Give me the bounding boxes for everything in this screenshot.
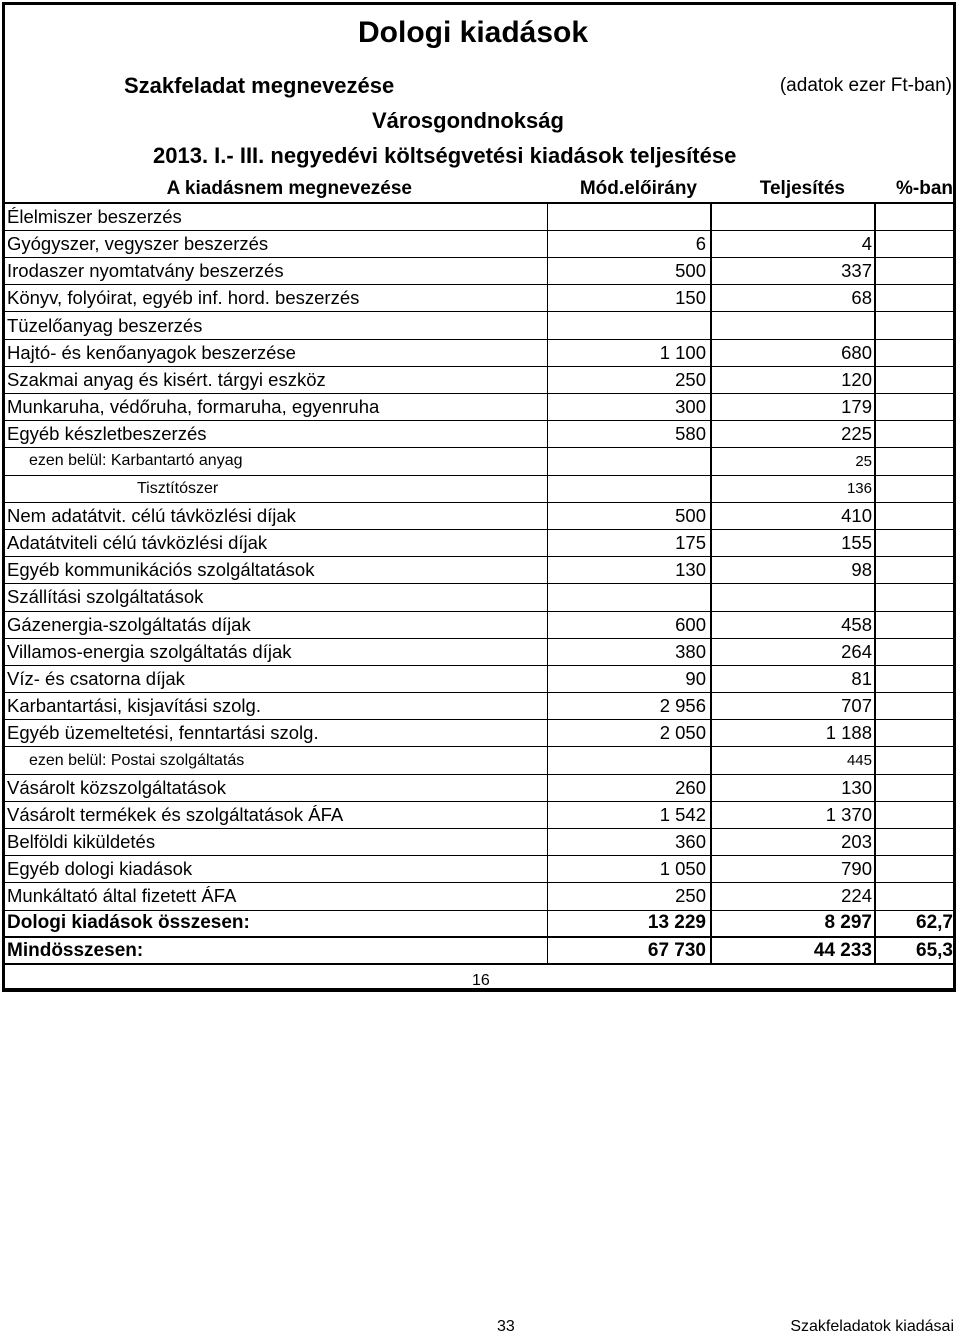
table-row	[5, 557, 955, 584]
row-telj-value: 136	[711, 475, 875, 502]
table-row	[5, 502, 955, 529]
row-pct-value	[875, 258, 955, 285]
row-telj-value: 8 297	[711, 910, 875, 937]
row-name: Dologi kiadások összesen:	[5, 910, 547, 937]
total-row	[5, 937, 955, 964]
row-name: Gyógyszer, vegyszer beszerzés	[5, 230, 547, 257]
row-pct-value	[875, 856, 955, 883]
row-name: Gázenergia-szolgáltatás díjak	[5, 611, 547, 638]
table-row	[5, 529, 955, 556]
row-mod-value: 1 050	[547, 856, 711, 883]
table-row	[5, 883, 955, 910]
row-mod-value	[547, 747, 711, 774]
unit-note: (adatok ezer Ft-ban)	[779, 75, 952, 96]
table-row	[5, 638, 955, 665]
row-telj-value: 179	[711, 394, 875, 421]
report-period: 2013. I.- III. negyedévi költségvetési kiadások teljesítése	[153, 143, 737, 168]
row-pct-value	[875, 366, 955, 393]
table-row	[5, 829, 955, 856]
table-row	[5, 312, 955, 339]
row-telj-value: 458	[711, 611, 875, 638]
row-name: Tüzelőanyag beszerzés	[5, 312, 547, 339]
row-pct-value	[875, 394, 955, 421]
row-mod-value: 600	[547, 611, 711, 638]
row-mod-value: 360	[547, 829, 711, 856]
row-telj-value: 4	[711, 230, 875, 257]
row-mod-value: 500	[547, 258, 711, 285]
row-mod-value: 250	[547, 366, 711, 393]
inner-page-number: 16	[472, 972, 490, 989]
total-row	[5, 910, 955, 937]
row-telj-value: 203	[711, 829, 875, 856]
row-mod-value: 1 100	[547, 339, 711, 366]
row-mod-value: 380	[547, 638, 711, 665]
row-name: Egyéb kommunikációs szolgáltatások	[5, 557, 547, 584]
row-name: Szakmai anyag és kisért. tárgyi eszköz	[5, 366, 547, 393]
row-mod-value	[547, 448, 711, 475]
row-mod-value: 580	[547, 421, 711, 448]
row-pct-value	[875, 557, 955, 584]
table-row	[5, 394, 955, 421]
table-row	[5, 693, 955, 720]
row-name: Adatátviteli célú távközlési díjak	[5, 529, 547, 556]
row-name: Hajtó- és kenőanyagok beszerzése	[5, 339, 547, 366]
row-telj-value: 224	[711, 883, 875, 910]
row-pct-value: 65,3	[875, 937, 955, 964]
expense-table	[5, 176, 955, 965]
row-name: Munkaruha, védőruha, formaruha, egyenruha	[5, 394, 547, 421]
row-telj-value	[711, 312, 875, 339]
row-telj-value: 445	[711, 747, 875, 774]
footer-text: Szakfeladatok kiadásai	[790, 1318, 954, 1335]
table-row	[5, 258, 955, 285]
row-pct-value	[875, 421, 955, 448]
table-row	[5, 856, 955, 883]
row-pct-value	[875, 339, 955, 366]
table-row	[5, 774, 955, 801]
row-pct-value	[875, 230, 955, 257]
row-name: Könyv, folyóirat, egyéb inf. hord. beszerzés	[5, 285, 547, 312]
table-row	[5, 720, 955, 747]
row-telj-value: 130	[711, 774, 875, 801]
row-pct-value: 62,7	[875, 910, 955, 937]
row-telj-value: 25	[711, 448, 875, 475]
row-telj-value: 44 233	[711, 937, 875, 964]
row-mod-value: 500	[547, 502, 711, 529]
row-pct-value	[875, 665, 955, 692]
table-header-row	[5, 176, 955, 203]
row-mod-value	[547, 312, 711, 339]
column-header-mod: Mód.előirány	[547, 176, 711, 203]
row-pct-value	[875, 448, 955, 475]
row-pct-value	[875, 502, 955, 529]
row-pct-value	[875, 638, 955, 665]
table-row	[5, 747, 955, 774]
row-mod-value: 67 730	[547, 937, 711, 964]
row-pct-value	[875, 801, 955, 828]
row-name: Szállítási szolgáltatások	[5, 584, 547, 611]
row-telj-value: 790	[711, 856, 875, 883]
row-mod-value	[547, 584, 711, 611]
row-name: Vásárolt termékek és szolgáltatások ÁFA	[5, 801, 547, 828]
row-name: Irodaszer nyomtatvány beszerzés	[5, 258, 547, 285]
row-name: Vásárolt közszolgáltatások	[5, 774, 547, 801]
row-pct-value	[875, 774, 955, 801]
row-telj-value: 707	[711, 693, 875, 720]
row-name: Egyéb üzemeltetési, fenntartási szolg.	[5, 720, 547, 747]
row-mod-value: 150	[547, 285, 711, 312]
row-pct-value	[875, 475, 955, 502]
row-name: Belföldi kiküldetés	[5, 829, 547, 856]
row-mod-value: 300	[547, 394, 711, 421]
row-mod-value: 175	[547, 529, 711, 556]
row-pct-value	[875, 529, 955, 556]
row-mod-value	[547, 203, 711, 230]
row-mod-value: 2 050	[547, 720, 711, 747]
row-telj-value: 155	[711, 529, 875, 556]
row-mod-value: 90	[547, 665, 711, 692]
row-telj-value: 1 188	[711, 720, 875, 747]
table-row	[5, 366, 955, 393]
row-name: Mindösszesen:	[5, 937, 547, 964]
column-header-name: A kiadásnem megnevezése	[5, 176, 547, 203]
row-mod-value: 6	[547, 230, 711, 257]
row-name: Munkáltató által fizetett ÁFA	[5, 883, 547, 910]
row-telj-value: 68	[711, 285, 875, 312]
row-name: Élelmiszer beszerzés	[5, 203, 547, 230]
row-telj-value	[711, 584, 875, 611]
row-name: ezen belül: Karbantartó anyag	[5, 448, 547, 475]
row-telj-value: 410	[711, 502, 875, 529]
row-telj-value: 264	[711, 638, 875, 665]
row-mod-value: 13 229	[547, 910, 711, 937]
table-row	[5, 203, 955, 230]
row-mod-value: 1 542	[547, 801, 711, 828]
row-mod-value	[547, 475, 711, 502]
row-pct-value	[875, 611, 955, 638]
row-mod-value: 260	[547, 774, 711, 801]
row-pct-value	[875, 747, 955, 774]
row-name: ezen belül: Postai szolgáltatás	[5, 747, 547, 774]
table-row	[5, 285, 955, 312]
row-pct-value	[875, 285, 955, 312]
table-row	[5, 801, 955, 828]
column-header-telj: Teljesítés	[711, 176, 875, 203]
row-name: Víz- és csatorna díjak	[5, 665, 547, 692]
row-pct-value	[875, 720, 955, 747]
row-pct-value	[875, 203, 955, 230]
table-row	[5, 339, 955, 366]
column-header-pct: %-ban	[875, 176, 955, 203]
row-mod-value: 250	[547, 883, 711, 910]
row-pct-value	[875, 693, 955, 720]
row-telj-value: 81	[711, 665, 875, 692]
table-row	[5, 475, 955, 502]
table-row	[5, 230, 955, 257]
footer-page-number: 33	[497, 1318, 515, 1335]
table-row	[5, 611, 955, 638]
row-pct-value	[875, 312, 955, 339]
row-telj-value: 337	[711, 258, 875, 285]
row-name: Karbantartási, kisjavítási szolg.	[5, 693, 547, 720]
row-name: Egyéb dologi kiadások	[5, 856, 547, 883]
row-telj-value: 680	[711, 339, 875, 366]
row-telj-value: 225	[711, 421, 875, 448]
row-mod-value: 130	[547, 557, 711, 584]
row-telj-value: 120	[711, 366, 875, 393]
row-pct-value	[875, 883, 955, 910]
header-label: Szakfeladat megnevezése	[124, 73, 395, 98]
row-mod-value: 2 956	[547, 693, 711, 720]
table-row	[5, 665, 955, 692]
row-pct-value	[875, 829, 955, 856]
table-row	[5, 448, 955, 475]
table-row	[5, 421, 955, 448]
row-name: Tisztítószer	[5, 475, 547, 502]
row-name: Nem adatátvit. célú távközlési díjak	[5, 502, 547, 529]
row-name: Egyéb készletbeszerzés	[5, 421, 547, 448]
organization-name: Városgondnokság	[372, 108, 564, 133]
row-telj-value	[711, 203, 875, 230]
row-name: Villamos-energia szolgáltatás díjak	[5, 638, 547, 665]
row-pct-value	[875, 584, 955, 611]
table-row	[5, 584, 955, 611]
row-telj-value: 98	[711, 557, 875, 584]
row-telj-value: 1 370	[711, 801, 875, 828]
